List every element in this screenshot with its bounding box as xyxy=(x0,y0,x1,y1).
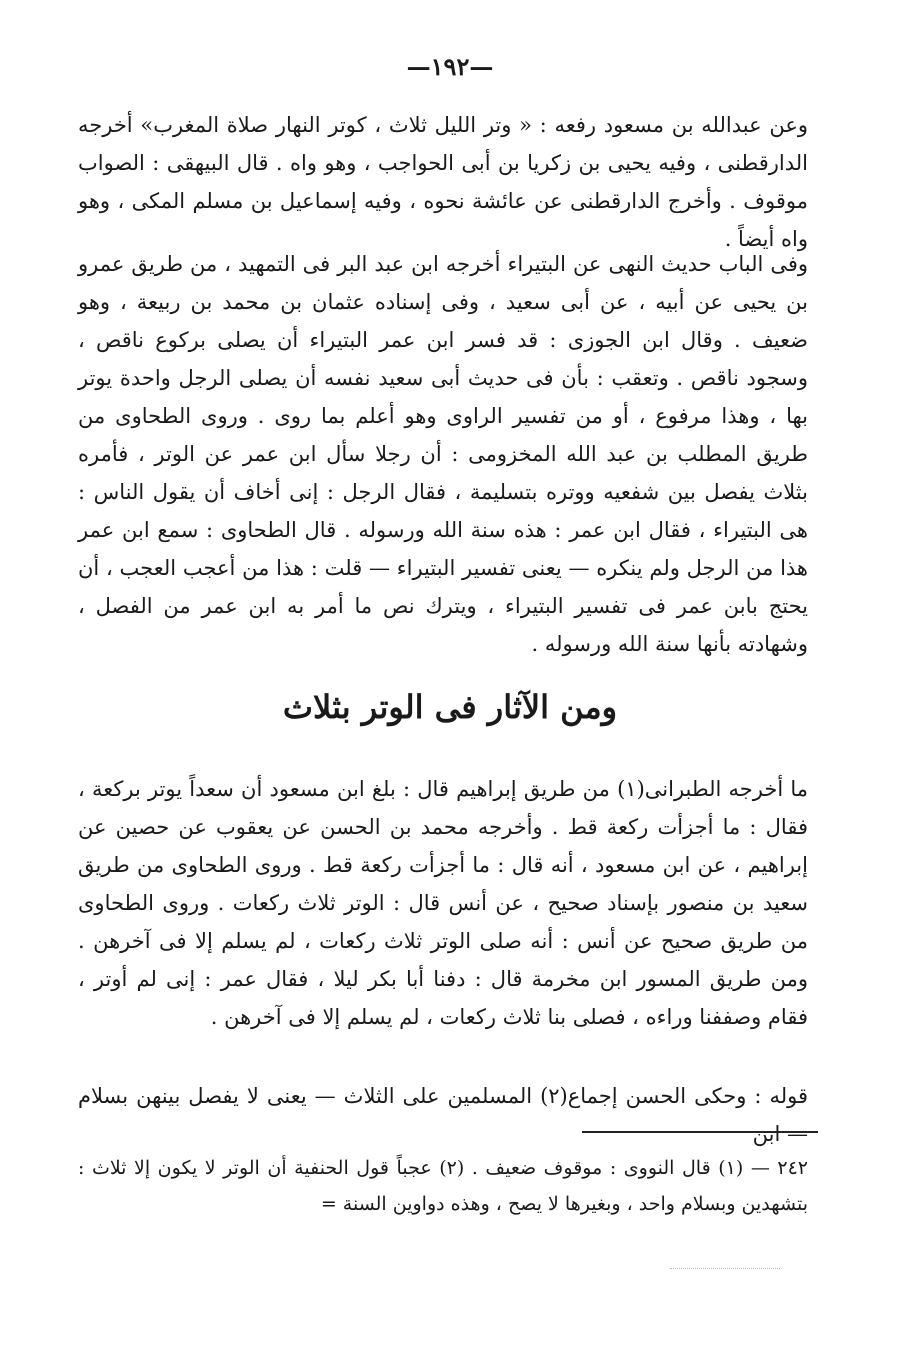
page-number: —١٩٢— xyxy=(406,52,494,81)
footnote-divider xyxy=(582,1131,818,1133)
paragraph-1: وعن عبدالله بن مسعود رفعه : « وتر الليل ثلاث ، كوتر النهار صلاة المغرب» أخرجه الدارقطنى ، وفيه يحيى بن زكريا بن أبى الحواجب ، وهو واه . قال البيهقى : الصواب موقوف . وأخرج الدارقطنى عن عائشة نحوه ، وفيه إسماعيل بن مسلم المكى ، وهو واه أيضاً . xyxy=(78,113,808,251)
section-heading: ومن الآثار فى الوتر بثلاث xyxy=(282,688,618,726)
paragraph-4: قوله : وحكى الحسن إجماع(٢) المسلمين على الثلاث — يعنى لا يفصل بينهن بسلام — ابن xyxy=(78,1084,808,1146)
scan-mark xyxy=(670,1268,780,1277)
footnote: ٢٤٢ — (١) قال النووى : موقوف ضعيف . (٢) عجباً قول الحنفية أن الوتر لا يكون إلا ثلاث : بتشهدين وبسلام واحد ، وبغيرها لا يصح ، وهذه دواوين السنة = xyxy=(78,1157,808,1215)
paragraph-2: وفى الباب حديث النهى عن البتيراء أخرجه ابن عبد البر فى التمهيد ، من طريق عمرو بن يحيى عن أبيه ، عن أبى سعيد ، وفى إسناده عثمان بن محمد بن ربيعة ، وهو ضعيف . وقال ابن الجوزى : قد فسر ابن عمر البتيراء أن يصلى بركوع ناقص ، وسجود ناقص . وتعقب : بأن فى حديث أبى سعيد نفسه أن يصلى الرجل واحدة يوتر بها ، وهذا مرفوع ، أو من تفسير الراوى وهو أعلم بما روى . وروى الطحاوى من طريق المطلب بن عبد الله المخزومى : أن رجلا سأل ابن عمر عن الوتر ، فأمره بثلاث يفصل بين شفعيه ووتره بتسليمة ، فقال الرجل : إنى أخاف أن يقول الناس : هى البتيراء ، فقال ابن عمر : هذه سنة الله ورسوله . قال الطحاوى : سمع ابن عمر هذا من الرجل ولم ينكره — يعنى تفسير البتيراء — قلت : هذا من أعجب العجب ، أن يحتج بابن عمر فى تفسير البتيراء ، ويترك نص ما أمر به ابن عمر من الفصل ، وشهادته بأنها سنة الله ورسوله . xyxy=(78,252,808,656)
paragraph-3: ما أخرجه الطبرانى(١) من طريق إبراهيم قال : بلغ ابن مسعود أن سعداً يوتر بركعة ، فقال : ما أجزأت ركعة قط . وأخرجه محمد بن الحسن عن يعقوب عن حصين عن إبراهيم ، عن ابن مسعود ، أنه قال : ما أجزأت ركعة قط . وروى الطحاوى من طريق سعيد بن منصور بإسناد صحيح ، عن أنس قال : الوتر ثلاث ركعات . وروى الطحاوى من طريق صحيح عن أنس : أنه صلى الوتر ثلاث ركعات ، لم يسلم إلا فى آخرهن . ومن طريق المسور ابن مخرمة قال : دفنا أبا بكر ليلا ، فقال عمر : إنى لم أوتر ، فقام وصففنا وراءه ، فصلى بنا ثلاث ركعات ، لم يسلم إلا فى آخرهن . xyxy=(78,777,809,1029)
